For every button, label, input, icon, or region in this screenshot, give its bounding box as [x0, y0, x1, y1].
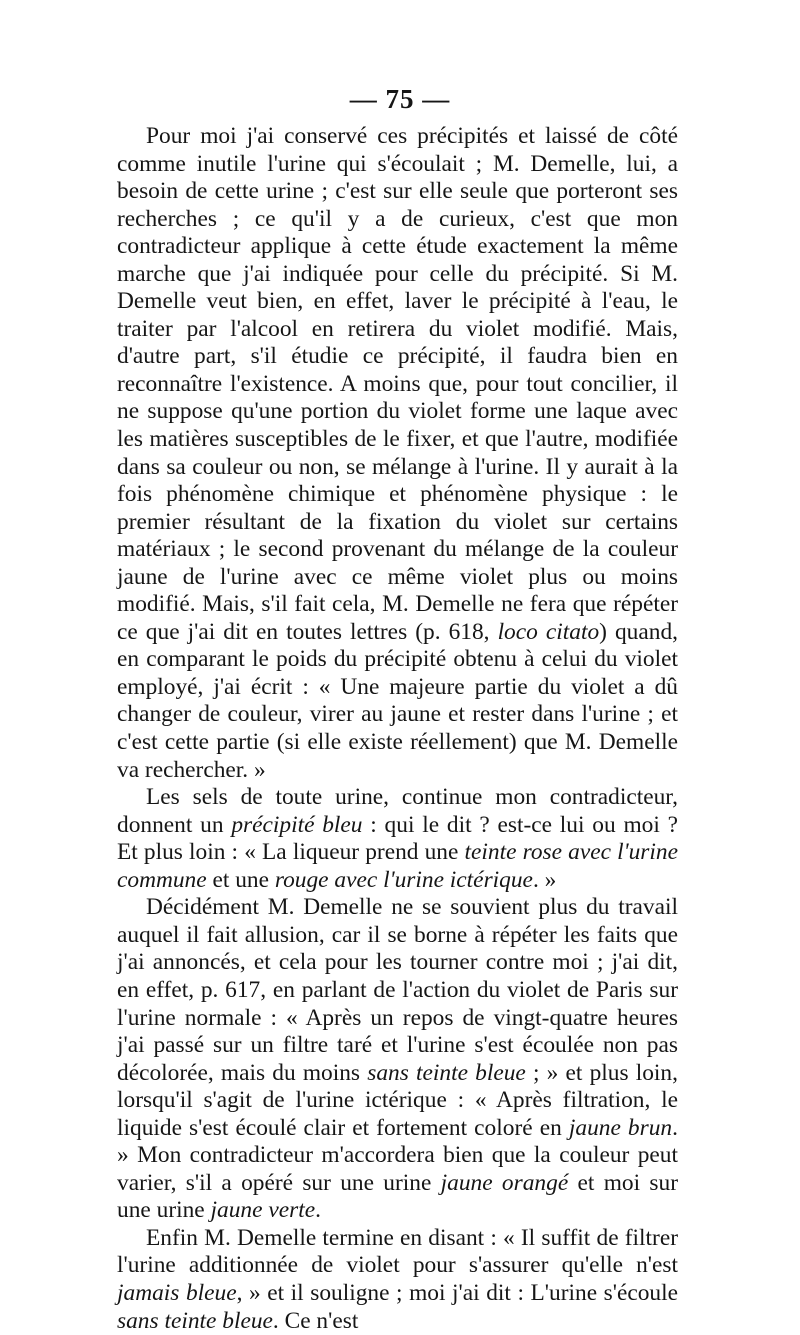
- italic-text: précipité bleu: [231, 811, 363, 838]
- italic-text: sans teinte bleue: [367, 1059, 526, 1086]
- italic-text: teinte rose avec l'urine commune: [117, 839, 678, 893]
- text-run: ) quand, en comparant le poids du précipité obtenu à celui du violet employé, j'ai écrit : « Une majeure partie du violet a dû changer de couleur, virer au jaune et rester dans l'urine ; et c'est cette partie (si elle existe réellement) que M. Demelle va rechercher. »: [117, 618, 678, 783]
- italic-text: jaune orangé: [440, 1169, 569, 1196]
- text-run: . »: [532, 866, 557, 893]
- text-run: et une: [206, 866, 275, 893]
- text-run: ; » et plus loin, lorsqu'il s'agit de l'urine ictérique : « Après filtration, le liquide s'est écoulé clair et fortement coloré en: [117, 1059, 678, 1141]
- paragraph: [117, 1225, 678, 1335]
- italic-text: loco citato: [497, 618, 600, 645]
- text-run: Les sels de toute urine, continue mon contradicteur, donnent un: [117, 784, 678, 838]
- text-run: Décidément M. Demelle ne se souvient plus du travail auquel il fait allusion, car il se borne à répéter les faits que j'ai annoncés, et cela pour les tourner contre moi ; j'ai dit, en effet, p. 617, en parlant de l'action du violet de Paris sur l'urine normale : « Après un repos de vingt-quatre heures j'ai passé sur un filtre taré et l'urine s'est écoulée non pas décolorée, mais du moins: [117, 894, 678, 1086]
- paragraph: [117, 894, 678, 1225]
- text-run: : qui le dit ? est-ce lui ou moi ? Et plus loin : « La liqueur prend une: [117, 811, 678, 866]
- text-run: . Ce n'est: [272, 1307, 359, 1334]
- italic-text: rouge avec l'urine ictérique: [274, 866, 533, 893]
- text-run: .: [315, 1197, 321, 1224]
- text-run: . » Mon contradicteur m'accordera bien que la couleur peut varier, s'il a opéré sur une urine: [117, 1114, 678, 1196]
- italic-text: jaune verte: [210, 1197, 316, 1224]
- body-text: [117, 123, 678, 1335]
- text-run: et moi sur une urine: [117, 1169, 678, 1224]
- italic-text: sans teinte bleue: [117, 1307, 273, 1334]
- page-number: — 75 —: [349, 84, 451, 114]
- paragraph: [117, 123, 678, 784]
- paragraph: [117, 784, 678, 894]
- text-run: , » et il souligne ; moi j'ai dit : L'urine s'écoule: [236, 1279, 678, 1306]
- italic-text: jamais bleue: [117, 1279, 237, 1306]
- italic-text: jaune brun: [568, 1114, 673, 1141]
- text-run: Enfin M. Demelle termine en disant : « Il suffit de filtrer l'urine additionnée de violet pour s'assurer qu'elle n'est: [117, 1224, 678, 1279]
- text-run: Pour moi j'ai conservé ces précipités et laissé de côté comme inutile l'urine qui s'écoulait ; M. Demelle, lui, a besoin de cette urine ; c'est sur elle seule que porteront ses recherches ; ce qu'il y a de curieux, c'est que mon contradicteur applique à cette étude exactement la même marche que j'ai indiquée pour celle du précipité. Si M. Demelle veut bien, en effet, laver le précipité à l'eau, le traiter par l'alcool en retirera du violet modifié. Mais, d'autre part, s'il étudie ce précipité, il faudra bien en reconnaître l'existence. A moins que, pour tout concilier, il ne suppose qu'une portion du violet forme une laque avec les matières susceptibles de le fixer, et que l'autre, modifiée dans sa couleur ou non, se mélange à l'urine. Il y aurait à la fois phénomène chimique et phénomène physique : le premier résultant de la fixation du violet sur certains matériaux ; le second provenant du mélange de la couleur jaune de l'urine avec ce même violet plus ou moins modifié. Mais, s'il fait cela, M. Demelle ne fera que répéter ce que j'ai dit en toutes lettres (p. 618,: [117, 123, 678, 645]
